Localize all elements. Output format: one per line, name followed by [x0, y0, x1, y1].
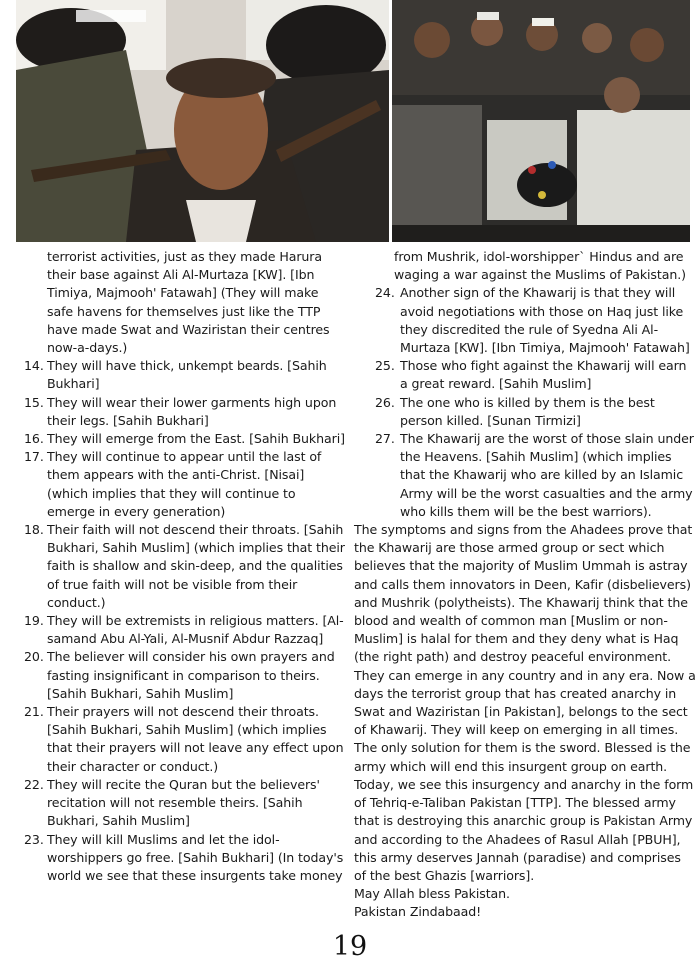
- item-number: 27.: [375, 431, 395, 447]
- closing-line-1: May Allah bless Pakistan.: [354, 886, 510, 902]
- photo-militant-leader: [16, 0, 389, 242]
- item-number: 24.: [375, 285, 395, 301]
- signs-list-left: [24, 357, 347, 885]
- item-text: They will kill Muslims and let the idol-worshippers go free. [Sahih Bukhari] (In today's world we see that these insurgents take money: [47, 831, 344, 883]
- list-item: [354, 357, 696, 393]
- list-item: [24, 357, 347, 393]
- list-item: [354, 430, 696, 521]
- left-column: [24, 248, 347, 885]
- list-item: [24, 703, 347, 776]
- continued-text: terrorist activities, just as they made Harura their base against Ali Al-Murtaza [KW]. [Ibn Timiya, Majmooh' Fatawah] (They will make safe havens for themselves just like the TTP have made Swat and Waziristan their centres now-a-days.): [47, 249, 330, 356]
- item-text: They will wear their lower garments high upon their legs. [Sahih Bukhari]: [47, 394, 337, 428]
- right-column: [354, 248, 696, 922]
- list-item: [354, 284, 696, 357]
- item-number: 25.: [375, 358, 395, 374]
- press-conference-illustration: [392, 0, 690, 242]
- item-text: Those who fight against the Khawarij will earn a great reward. [Sahih Muslim]: [400, 358, 687, 392]
- list-item: [24, 776, 347, 831]
- list-item: [24, 448, 347, 521]
- item-number: 17.: [24, 449, 44, 465]
- conclusion-paragraph: The symptoms and signs from the Ahadees prove that the Khawarij are those armed group or sect which believes that the majority of Muslim Ummah is astray and calls them innovators in Deen, Kafir (disbelievers) and Mushrik (polytheists). The Khawarij think that the blood and wealth of common man [Muslim or non-Muslim] is halal for them and they deny what is Haq (the right path) and destroy peaceful environment. They can emerge in any country and in any era. Now a days the terrorist group that has created anarchy in Swat and Waziristan [in Pakistan], belongs to the sect of Khawarij. They will keep on emerging in all times. The only solution for them is the sword. Blessed is the army which will end this insurgent group on earth. Today, we see this insurgency and anarchy in the form of Tehriq-e-Taliban Pakistan [TTP]. The blessed army that is destroying this anarchic group is Pakistan Army and according to the Ahadees of Rasul Allah [PBUH], this army deserves Jannah (paradise) and comprises of the best Ghazis [warriors].: [354, 522, 696, 883]
- item-text: They will have thick, unkempt beards. [Sahih Bukhari]: [47, 358, 327, 392]
- item-text: They will be extremists in religious matters. [Al-samand Abu Al-Yali, Al-Musnif Abdur Razzaq]: [47, 613, 344, 647]
- item-number: 16.: [24, 431, 44, 447]
- item-text: They will continue to appear until the last of them appears with the anti-Christ. [Nisai] (which implies that they will continue to emerge in every generation): [47, 449, 322, 519]
- item-text: The Khawarij are the worst of those slain under the Heavens. [Sahih Muslim] (which implies that the Khawarij who are killed by an Islamic Army will be the worst casualties and the army who kills them will be the best warriors).: [400, 431, 694, 519]
- photo-press-conference: [392, 0, 690, 242]
- continued-text: from Mushrik, idol-worshipper` Hindus and are waging a war against the Muslims of Pakistan.): [394, 249, 686, 283]
- list-item: [24, 612, 347, 648]
- item-text: They will recite the Quran but the believers' recitation will not resemble theirs. [Sahih Bukhari, Sahih Muslim]: [47, 776, 320, 829]
- photo-strip: [16, 0, 690, 242]
- list-item: [354, 394, 696, 430]
- list-item: [24, 521, 347, 612]
- item-text: Another sign of the Khawarij is that they will avoid negotiations with those on Haq just like they discredited the rule of Syedna Ali Al-Murtaza [KW]. [Ibn Timiya, Majmooh' Fatawah]: [400, 285, 690, 356]
- item-text: They will emerge from the East. [Sahih Bukhari]: [47, 431, 345, 447]
- item-number: 22.: [24, 776, 44, 792]
- item-text: Their faith will not descend their throats. [Sahih Bukhari, Sahih Muslim] (which implies that their faith is shallow and skin-deep, and the qualities of true faith will not be visible from their conduct.): [47, 522, 345, 610]
- item-text: The believer will consider his own prayers and fasting insignificant in comparison to theirs. [Sahih Bukhari, Sahih Muslim]: [47, 649, 335, 701]
- list-item: [24, 831, 347, 886]
- item-number: 15.: [24, 394, 44, 410]
- item-number: 18.: [24, 522, 44, 538]
- item-text: The one who is killed by them is the best person killed. [Sunan Tirmizi]: [400, 394, 655, 428]
- item-number: 14.: [24, 358, 44, 374]
- list-item: [24, 430, 347, 448]
- item-text: Their prayers will not descend their throats. [Sahih Bukhari, Sahih Muslim] (which implies that their prayers will not leave any effect upon their character or conduct.): [47, 704, 344, 774]
- signs-list-right: [354, 284, 696, 521]
- item-number: 21.: [24, 704, 44, 720]
- closing-line-2: Pakistan Zindabaad!: [354, 904, 482, 920]
- list-item: [24, 648, 347, 703]
- item-number: 26.: [375, 394, 395, 410]
- item-number: 23.: [24, 831, 44, 847]
- list-item: [24, 394, 347, 430]
- item-number: 20.: [24, 649, 44, 665]
- item-number: 19.: [24, 613, 44, 629]
- militant-leader-illustration: [16, 0, 389, 242]
- page-number: 19: [332, 931, 368, 962]
